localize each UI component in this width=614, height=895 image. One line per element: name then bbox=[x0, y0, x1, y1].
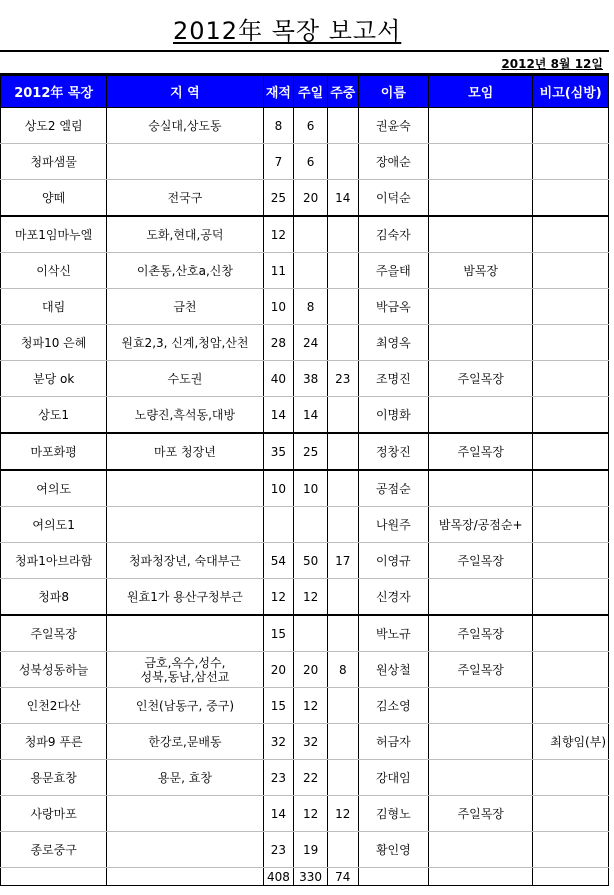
col-header-enrolled: 재적 bbox=[263, 76, 294, 108]
table-row bbox=[1, 397, 609, 434]
cell-meeting bbox=[429, 688, 533, 724]
col-header-region: 지 역 bbox=[107, 76, 263, 108]
cell-weekday: 8 bbox=[327, 652, 358, 688]
cell-name: 강대임 bbox=[358, 760, 429, 796]
report-title-row bbox=[0, 0, 609, 52]
cell-mokjang: 분당 ok bbox=[1, 361, 107, 397]
table-row bbox=[1, 144, 609, 180]
cell-enrolled: 54 bbox=[263, 543, 294, 579]
cell-sunday: 25 bbox=[294, 433, 328, 470]
table-row bbox=[1, 180, 609, 217]
total-mokjang bbox=[1, 868, 107, 886]
report-table bbox=[0, 75, 609, 886]
cell-meeting bbox=[429, 470, 533, 507]
col-header-name: 이름 bbox=[358, 76, 429, 108]
cell-name: 김소영 bbox=[358, 688, 429, 724]
table-row bbox=[1, 433, 609, 470]
cell-sunday: 22 bbox=[294, 760, 328, 796]
total-sunday: 330 bbox=[294, 868, 328, 886]
cell-meeting bbox=[429, 397, 533, 434]
cell-note bbox=[533, 579, 609, 616]
cell-sunday: 6 bbox=[294, 108, 328, 144]
cell-region: 마포 청장년 bbox=[107, 433, 263, 470]
cell-region: 한강로,문배동 bbox=[107, 724, 263, 760]
cell-enrolled: 14 bbox=[263, 796, 294, 832]
cell-region: 노량진,흑석동,대방 bbox=[107, 397, 263, 434]
cell-weekday bbox=[327, 289, 358, 325]
cell-name: 박노규 bbox=[358, 615, 429, 652]
table-row bbox=[1, 507, 609, 543]
cell-sunday: 50 bbox=[294, 543, 328, 579]
cell-meeting bbox=[429, 832, 533, 868]
cell-name: 정창진 bbox=[358, 433, 429, 470]
cell-note bbox=[533, 760, 609, 796]
cell-mokjang: 여의도 bbox=[1, 470, 107, 507]
report-date: 2012년 8월 12일 bbox=[501, 57, 603, 71]
cell-weekday bbox=[327, 507, 358, 543]
cell-enrolled: 10 bbox=[263, 470, 294, 507]
cell-region: 용문, 효창 bbox=[107, 760, 263, 796]
cell-mokjang: 주일목장 bbox=[1, 615, 107, 652]
report-title: 2012年 목장 보고서 bbox=[173, 17, 402, 45]
cell-name: 황인영 bbox=[358, 832, 429, 868]
cell-name: 허금자 bbox=[358, 724, 429, 760]
cell-note bbox=[533, 397, 609, 434]
cell-note bbox=[533, 108, 609, 144]
cell-enrolled: 8 bbox=[263, 108, 294, 144]
cell-note bbox=[533, 144, 609, 180]
table-row bbox=[1, 652, 609, 688]
cell-region: 인천(남동구, 중구) bbox=[107, 688, 263, 724]
cell-region bbox=[107, 832, 263, 868]
table-row bbox=[1, 579, 609, 616]
cell-sunday: 6 bbox=[294, 144, 328, 180]
cell-note: 최향임(부) bbox=[533, 724, 609, 760]
cell-sunday: 38 bbox=[294, 361, 328, 397]
col-header-note: 비고(심방) bbox=[533, 76, 609, 108]
cell-name: 장애순 bbox=[358, 144, 429, 180]
cell-name: 나원주 bbox=[358, 507, 429, 543]
cell-enrolled: 15 bbox=[263, 615, 294, 652]
cell-weekday bbox=[327, 253, 358, 289]
cell-enrolled: 23 bbox=[263, 760, 294, 796]
cell-mokjang: 마포1임마누엘 bbox=[1, 216, 107, 253]
cell-name: 신경자 bbox=[358, 579, 429, 616]
cell-note bbox=[533, 796, 609, 832]
cell-region: 원효1가 용산구청부근 bbox=[107, 579, 263, 616]
cell-enrolled: 40 bbox=[263, 361, 294, 397]
cell-weekday bbox=[327, 144, 358, 180]
cell-mokjang: 여의도1 bbox=[1, 507, 107, 543]
cell-weekday bbox=[327, 688, 358, 724]
cell-meeting: 주일목장 bbox=[429, 796, 533, 832]
table-row bbox=[1, 216, 609, 253]
cell-sunday: 32 bbox=[294, 724, 328, 760]
cell-sunday: 20 bbox=[294, 180, 328, 217]
cell-name: 김형노 bbox=[358, 796, 429, 832]
cell-meeting: 주일목장 bbox=[429, 361, 533, 397]
cell-mokjang: 청파1아브라함 bbox=[1, 543, 107, 579]
cell-name: 최영옥 bbox=[358, 325, 429, 361]
cell-meeting: 주일목장 bbox=[429, 652, 533, 688]
cell-enrolled: 12 bbox=[263, 216, 294, 253]
cell-sunday: 12 bbox=[294, 688, 328, 724]
cell-meeting: 주일목장 bbox=[429, 433, 533, 470]
cell-weekday: 17 bbox=[327, 543, 358, 579]
cell-region: 이촌동,산호a,신창 bbox=[107, 253, 263, 289]
table-row bbox=[1, 688, 609, 724]
cell-mokjang: 성북성동하늘 bbox=[1, 652, 107, 688]
total-meeting bbox=[429, 868, 533, 886]
cell-sunday bbox=[294, 615, 328, 652]
cell-mokjang: 청파8 bbox=[1, 579, 107, 616]
cell-weekday bbox=[327, 470, 358, 507]
cell-meeting: 밤목장 bbox=[429, 253, 533, 289]
cell-sunday: 8 bbox=[294, 289, 328, 325]
total-region bbox=[107, 868, 263, 886]
cell-mokjang: 대림 bbox=[1, 289, 107, 325]
cell-region: 금호,옥수,성수, 성북,동남,삼선교 bbox=[107, 652, 263, 688]
col-header-mokjang: 2012年 목장 bbox=[1, 76, 107, 108]
cell-sunday: 20 bbox=[294, 652, 328, 688]
cell-sunday: 24 bbox=[294, 325, 328, 361]
cell-mokjang: 청파10 은혜 bbox=[1, 325, 107, 361]
cell-note bbox=[533, 253, 609, 289]
cell-meeting: 밤목장/공점순+ bbox=[429, 507, 533, 543]
cell-enrolled: 25 bbox=[263, 180, 294, 217]
cell-meeting bbox=[429, 216, 533, 253]
cell-mokjang: 상도2 엘림 bbox=[1, 108, 107, 144]
cell-weekday: 12 bbox=[327, 796, 358, 832]
cell-sunday bbox=[294, 507, 328, 543]
cell-enrolled: 35 bbox=[263, 433, 294, 470]
total-name bbox=[358, 868, 429, 886]
table-body bbox=[1, 108, 609, 886]
cell-weekday bbox=[327, 579, 358, 616]
cell-mokjang: 양떼 bbox=[1, 180, 107, 217]
cell-note bbox=[533, 470, 609, 507]
cell-weekday bbox=[327, 397, 358, 434]
table-row bbox=[1, 543, 609, 579]
cell-meeting: 주일목장 bbox=[429, 543, 533, 579]
table-row bbox=[1, 615, 609, 652]
cell-name: 이명화 bbox=[358, 397, 429, 434]
report-date-row bbox=[0, 52, 609, 75]
cell-weekday bbox=[327, 832, 358, 868]
cell-sunday bbox=[294, 216, 328, 253]
cell-enrolled: 11 bbox=[263, 253, 294, 289]
col-header-meeting: 모임 bbox=[429, 76, 533, 108]
cell-note bbox=[533, 289, 609, 325]
table-row bbox=[1, 832, 609, 868]
cell-note bbox=[533, 433, 609, 470]
total-enrolled: 408 bbox=[263, 868, 294, 886]
cell-name: 조명진 bbox=[358, 361, 429, 397]
cell-meeting bbox=[429, 180, 533, 217]
cell-region bbox=[107, 507, 263, 543]
cell-meeting bbox=[429, 579, 533, 616]
cell-weekday bbox=[327, 615, 358, 652]
cell-name: 김숙자 bbox=[358, 216, 429, 253]
total-note bbox=[533, 868, 609, 886]
cell-note bbox=[533, 543, 609, 579]
cell-weekday bbox=[327, 760, 358, 796]
cell-note bbox=[533, 688, 609, 724]
cell-mokjang: 인천2다산 bbox=[1, 688, 107, 724]
header-row bbox=[1, 76, 609, 108]
cell-sunday: 19 bbox=[294, 832, 328, 868]
cell-name: 권윤숙 bbox=[358, 108, 429, 144]
cell-weekday bbox=[327, 325, 358, 361]
cell-weekday: 23 bbox=[327, 361, 358, 397]
cell-enrolled: 14 bbox=[263, 397, 294, 434]
cell-region bbox=[107, 796, 263, 832]
cell-region: 청파청장년, 숙대부근 bbox=[107, 543, 263, 579]
table-row bbox=[1, 289, 609, 325]
cell-enrolled: 7 bbox=[263, 144, 294, 180]
cell-meeting bbox=[429, 325, 533, 361]
cell-enrolled: 28 bbox=[263, 325, 294, 361]
cell-weekday bbox=[327, 724, 358, 760]
cell-weekday: 14 bbox=[327, 180, 358, 217]
cell-name: 원상철 bbox=[358, 652, 429, 688]
cell-enrolled: 15 bbox=[263, 688, 294, 724]
cell-weekday bbox=[327, 433, 358, 470]
cell-name: 이덕순 bbox=[358, 180, 429, 217]
cell-name: 공점순 bbox=[358, 470, 429, 507]
col-header-sunday: 주일 bbox=[294, 76, 328, 108]
cell-note bbox=[533, 180, 609, 217]
cell-region bbox=[107, 470, 263, 507]
cell-name: 주을태 bbox=[358, 253, 429, 289]
table-row bbox=[1, 760, 609, 796]
cell-meeting bbox=[429, 760, 533, 796]
table-row bbox=[1, 108, 609, 144]
cell-mokjang: 이삭신 bbox=[1, 253, 107, 289]
cell-enrolled bbox=[263, 507, 294, 543]
cell-enrolled: 12 bbox=[263, 579, 294, 616]
cell-note bbox=[533, 652, 609, 688]
table-row bbox=[1, 724, 609, 760]
cell-region: 전국구 bbox=[107, 180, 263, 217]
table-row bbox=[1, 361, 609, 397]
cell-meeting bbox=[429, 144, 533, 180]
cell-mokjang: 청파9 푸른 bbox=[1, 724, 107, 760]
cell-note bbox=[533, 832, 609, 868]
cell-note bbox=[533, 216, 609, 253]
cell-sunday: 12 bbox=[294, 796, 328, 832]
cell-mokjang: 종로중구 bbox=[1, 832, 107, 868]
cell-mokjang: 마포화평 bbox=[1, 433, 107, 470]
cell-note bbox=[533, 361, 609, 397]
table-row bbox=[1, 796, 609, 832]
cell-name: 박금옥 bbox=[358, 289, 429, 325]
cell-region: 원효2,3, 신계,청암,산천 bbox=[107, 325, 263, 361]
cell-meeting: 주일목장 bbox=[429, 615, 533, 652]
cell-mokjang: 사랑마포 bbox=[1, 796, 107, 832]
cell-enrolled: 10 bbox=[263, 289, 294, 325]
cell-region bbox=[107, 144, 263, 180]
cell-mokjang: 청파샘물 bbox=[1, 144, 107, 180]
cell-weekday bbox=[327, 216, 358, 253]
table-row bbox=[1, 325, 609, 361]
cell-sunday: 10 bbox=[294, 470, 328, 507]
cell-note bbox=[533, 325, 609, 361]
col-header-weekday: 주중 bbox=[327, 76, 358, 108]
cell-region: 수도권 bbox=[107, 361, 263, 397]
cell-meeting bbox=[429, 289, 533, 325]
cell-mokjang: 용문효창 bbox=[1, 760, 107, 796]
table-row bbox=[1, 253, 609, 289]
cell-name: 이영규 bbox=[358, 543, 429, 579]
cell-note bbox=[533, 507, 609, 543]
cell-enrolled: 20 bbox=[263, 652, 294, 688]
cell-note bbox=[533, 615, 609, 652]
cell-region: 도화,현대,공덕 bbox=[107, 216, 263, 253]
total-weekday: 74 bbox=[327, 868, 358, 886]
cell-mokjang: 상도1 bbox=[1, 397, 107, 434]
table-row bbox=[1, 470, 609, 507]
cell-meeting bbox=[429, 724, 533, 760]
cell-sunday: 14 bbox=[294, 397, 328, 434]
cell-region: 숭실대,상도동 bbox=[107, 108, 263, 144]
totals-row bbox=[1, 868, 609, 886]
cell-enrolled: 32 bbox=[263, 724, 294, 760]
cell-region: 금천 bbox=[107, 289, 263, 325]
cell-enrolled: 23 bbox=[263, 832, 294, 868]
cell-sunday: 12 bbox=[294, 579, 328, 616]
cell-meeting bbox=[429, 108, 533, 144]
cell-sunday bbox=[294, 253, 328, 289]
cell-region bbox=[107, 615, 263, 652]
cell-weekday bbox=[327, 108, 358, 144]
